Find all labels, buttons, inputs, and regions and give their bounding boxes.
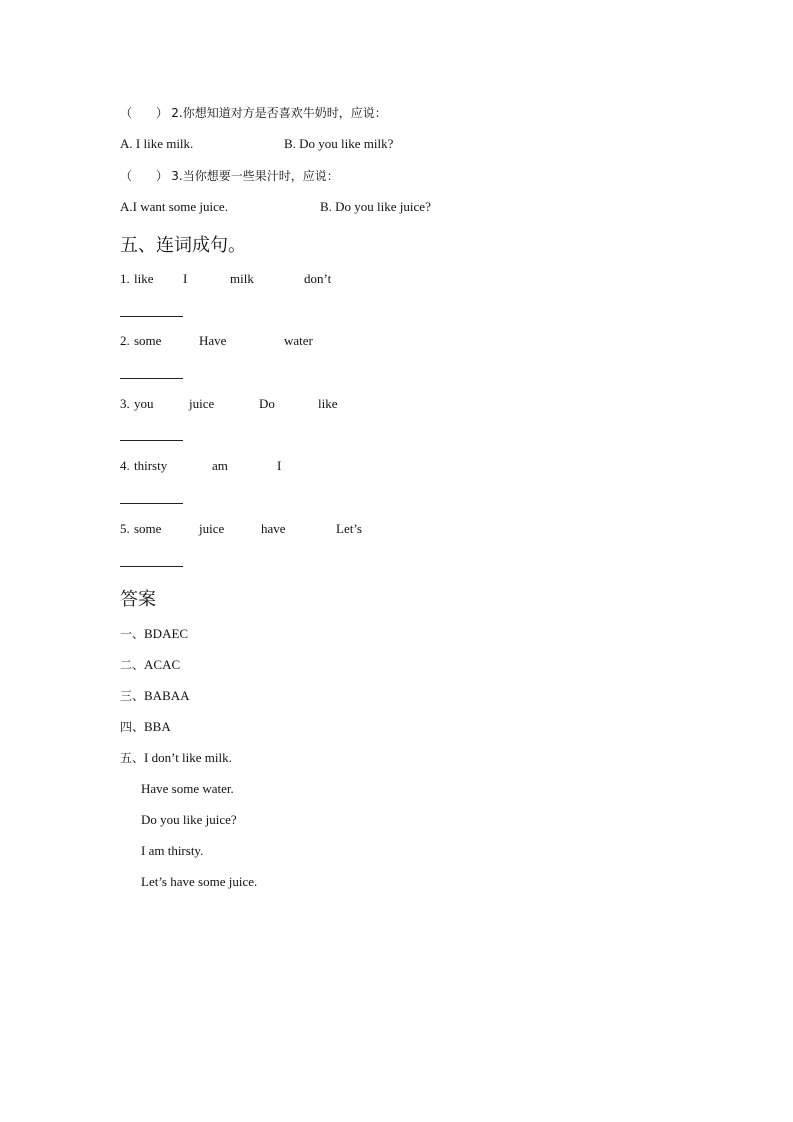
word: water <box>284 333 313 348</box>
option-a: A.I want some juice. <box>120 199 228 214</box>
word: I <box>183 271 188 286</box>
answer-label: 四、 <box>120 720 145 734</box>
item-number: 1. <box>120 271 130 286</box>
option-b: B. Do you like juice? <box>320 199 431 214</box>
word: some <box>134 521 162 536</box>
answer-text: ACAC <box>144 657 181 672</box>
word: some <box>134 333 162 348</box>
word: am <box>212 458 228 473</box>
word: juice <box>199 521 225 536</box>
word: like <box>134 271 154 286</box>
word: I <box>277 458 282 473</box>
word: milk <box>230 271 254 286</box>
answer-paren: （ ） <box>120 106 169 120</box>
answer-blank <box>120 378 183 379</box>
word: you <box>134 396 154 411</box>
question-text: 3.当你想要一些果汁时，应说： <box>171 169 339 183</box>
question-3 <box>120 167 339 184</box>
section-heading: 五、连词成句。 <box>120 235 246 256</box>
answer-text: BBA <box>144 719 171 734</box>
question-text: 2.你想知道对方是否喜欢牛奶时，应说： <box>171 106 387 120</box>
item-number: 3. <box>120 396 130 411</box>
answer-text: I don’t like milk. <box>144 750 232 765</box>
option-b: B. Do you like milk? <box>284 136 394 151</box>
answer-line <box>120 656 180 673</box>
item-number: 5. <box>120 521 130 536</box>
word: have <box>261 521 286 536</box>
word: thirsty <box>134 458 168 473</box>
answer-text: BABAA <box>144 688 190 703</box>
answer-paren: （ ） <box>120 169 169 183</box>
answer-text: BDAEC <box>144 626 189 641</box>
option-a: A. I like milk. <box>120 136 194 151</box>
answer-blank <box>120 566 183 567</box>
answer-line <box>120 718 171 735</box>
answer-blank <box>120 316 183 317</box>
answer-line <box>120 749 232 766</box>
item-number: 2. <box>120 333 130 348</box>
answer-label: 三、 <box>120 689 145 703</box>
word: like <box>318 396 338 411</box>
item-number: 4. <box>120 458 130 473</box>
word: don’t <box>304 271 332 286</box>
word: juice <box>189 396 215 411</box>
word: Let’s <box>336 521 362 536</box>
answers-heading: 答案 <box>120 589 156 610</box>
answer-sentence: Do you like juice? <box>141 812 237 827</box>
answer-label: 五、 <box>120 751 145 765</box>
answer-label: 二、 <box>120 658 145 672</box>
answer-sentence: Let’s have some juice. <box>141 874 258 889</box>
answer-sentence: I am thirsty. <box>141 843 204 858</box>
word: Have <box>199 333 227 348</box>
answer-blank <box>120 440 183 441</box>
answer-label: 一、 <box>120 627 145 641</box>
answer-line <box>120 625 188 642</box>
answer-sentence: Have some water. <box>141 781 234 796</box>
question-2 <box>120 104 387 121</box>
word: Do <box>259 396 275 411</box>
answer-line <box>120 687 190 704</box>
answer-blank <box>120 503 183 504</box>
